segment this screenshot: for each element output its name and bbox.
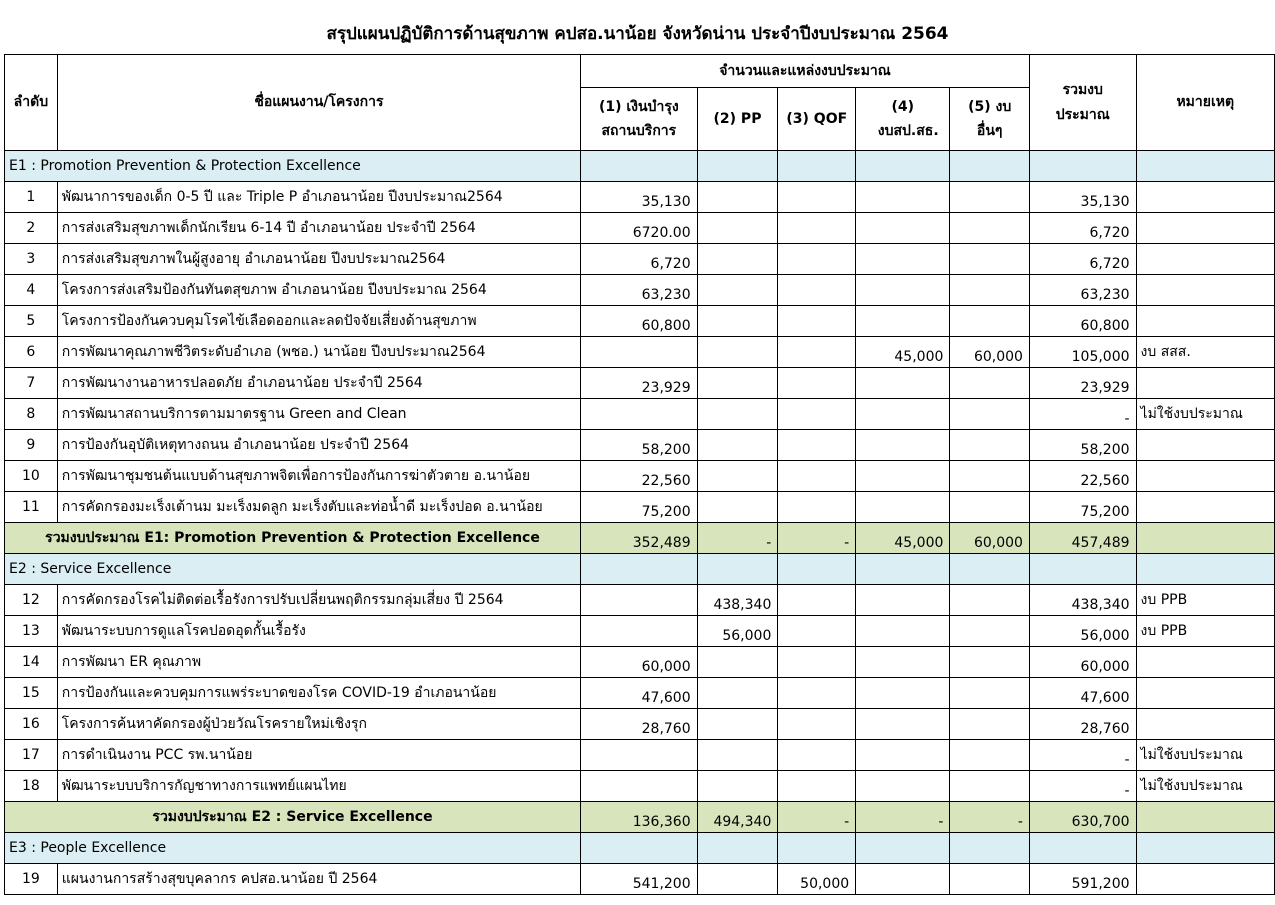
amount-total: 6,720 xyxy=(1029,213,1136,244)
row-note: ไม่ใช้งบประมาณ xyxy=(1136,771,1274,802)
table-row xyxy=(5,616,1275,647)
row-note xyxy=(1136,368,1274,399)
row-number: 13 xyxy=(5,616,58,647)
amount-total: 60,800 xyxy=(1029,306,1136,337)
amount-c4 xyxy=(856,275,950,306)
empty-cell xyxy=(950,151,1030,182)
amount-c4: 45,000 xyxy=(856,337,950,368)
header-c5 xyxy=(950,88,1030,151)
project-name: การป้องกันอุบัติเหตุทางถนน อำเภอนาน้อย ประจำปี 2564 xyxy=(57,430,580,461)
document-title: สรุปแผนปฏิบัติการด้านสุขภาพ คปสอ.นาน้อย จังหวัดน่าน ประจำปีงบประมาณ 2564 xyxy=(326,24,949,44)
subtotal-total: 457,489 xyxy=(1029,523,1136,554)
empty-cell xyxy=(778,151,856,182)
empty-cell xyxy=(581,151,698,182)
subtotal-c3: - xyxy=(778,802,856,833)
project-name: โครงการค้นหาคัดกรองผู้ป่วยวัณโรครายใหม่เชิงรุก xyxy=(57,709,580,740)
empty-cell xyxy=(778,554,856,585)
amount-total: 23,929 xyxy=(1029,368,1136,399)
header-total-label: รวมงบประมาณ xyxy=(1055,82,1110,123)
empty-cell xyxy=(581,554,698,585)
amount-c3 xyxy=(778,275,856,306)
empty-cell xyxy=(1136,554,1274,585)
empty-cell xyxy=(778,833,856,864)
amount-c3 xyxy=(778,399,856,430)
amount-c4 xyxy=(856,709,950,740)
amount-c1: 60,800 xyxy=(581,306,698,337)
row-number: 9 xyxy=(5,430,58,461)
amount-c3 xyxy=(778,430,856,461)
section-title: E2 : Service Excellence xyxy=(5,554,581,585)
row-note: งบ สสส. xyxy=(1136,337,1274,368)
row-note xyxy=(1136,709,1274,740)
amount-total: 105,000 xyxy=(1029,337,1136,368)
amount-c3 xyxy=(778,771,856,802)
amount-c5 xyxy=(950,492,1030,523)
amount-c1: 35,130 xyxy=(581,182,698,213)
amount-total: 60,000 xyxy=(1029,647,1136,678)
table-row xyxy=(5,864,1275,895)
row-number: 15 xyxy=(5,678,58,709)
amount-total: 47,600 xyxy=(1029,678,1136,709)
header-note: หมายเหตุ xyxy=(1136,55,1274,151)
amount-c2 xyxy=(697,678,778,709)
amount-c2 xyxy=(697,647,778,678)
row-note xyxy=(1136,244,1274,275)
amount-c4 xyxy=(856,213,950,244)
amount-c4 xyxy=(856,678,950,709)
amount-c4 xyxy=(856,461,950,492)
row-note xyxy=(1136,647,1274,678)
amount-c5 xyxy=(950,678,1030,709)
subtotal-total: 630,700 xyxy=(1029,802,1136,833)
amount-c2 xyxy=(697,740,778,771)
amount-c2 xyxy=(697,213,778,244)
project-name: การส่งเสริมสุขภาพในผู้สูงอายุ อำเภอนาน้อย ปีงบประมาณ2564 xyxy=(57,244,580,275)
table-row xyxy=(5,306,1275,337)
empty-cell xyxy=(1136,833,1274,864)
empty-cell xyxy=(697,151,778,182)
table-row xyxy=(5,213,1275,244)
amount-c2 xyxy=(697,182,778,213)
amount-c5 xyxy=(950,709,1030,740)
amount-c4 xyxy=(856,430,950,461)
amount-c2 xyxy=(697,492,778,523)
table-row xyxy=(5,740,1275,771)
header-c4 xyxy=(856,88,950,151)
section-title: E1 : Promotion Prevention & Protection Excellence xyxy=(5,151,581,182)
section-row xyxy=(5,554,1275,585)
project-name: แผนงานการสร้างสุขบุคลากร คปสอ.นาน้อย ปี 2564 xyxy=(57,864,580,895)
amount-c1: 541,200 xyxy=(581,864,698,895)
amount-c4 xyxy=(856,740,950,771)
project-name: พัฒนาระบบบริการกัญชาทางการแพทย์แผนไทย xyxy=(57,771,580,802)
amount-total: 75,200 xyxy=(1029,492,1136,523)
amount-total: 6,720 xyxy=(1029,244,1136,275)
row-note xyxy=(1136,461,1274,492)
header-c2: (2) PP xyxy=(697,88,778,151)
amount-c1: 63,230 xyxy=(581,275,698,306)
amount-c4 xyxy=(856,647,950,678)
amount-total: 591,200 xyxy=(1029,864,1136,895)
amount-c1: 6720.00 xyxy=(581,213,698,244)
project-name: การคัดกรองโรคไม่ติดต่อเรื้อรังการปรับเปลี่ยนพฤติกรรมกลุ่มเสี่ยง ปี 2564 xyxy=(57,585,580,616)
amount-c2 xyxy=(697,244,778,275)
project-name: โครงการป้องกันควบคุมโรคไข้เลือดออกและลดปัจจัยเสี่ยงด้านสุขภาพ xyxy=(57,306,580,337)
amount-c2 xyxy=(697,337,778,368)
subtotal-label: รวมงบประมาณ E2 : Service Excellence xyxy=(5,802,581,833)
row-note xyxy=(1136,678,1274,709)
row-note xyxy=(1136,492,1274,523)
project-name: การส่งเสริมสุขภาพเด็กนักเรียน 6-14 ปี อำเภอนาน้อย ประจำปี 2564 xyxy=(57,213,580,244)
row-number: 1 xyxy=(5,182,58,213)
row-number: 6 xyxy=(5,337,58,368)
row-number: 4 xyxy=(5,275,58,306)
amount-c5 xyxy=(950,864,1030,895)
amount-total: 58,200 xyxy=(1029,430,1136,461)
table-row xyxy=(5,492,1275,523)
header-budget-group: จำนวนและแหล่งงบประมาณ xyxy=(581,55,1030,88)
table-row xyxy=(5,244,1275,275)
header-total xyxy=(1029,55,1136,151)
table-row xyxy=(5,399,1275,430)
amount-c1 xyxy=(581,616,698,647)
header-name: ชื่อแผนงาน/โครงการ xyxy=(57,55,580,151)
amount-c4 xyxy=(856,368,950,399)
empty-cell xyxy=(697,554,778,585)
table-row xyxy=(5,461,1275,492)
row-note: ไม่ใช้งบประมาณ xyxy=(1136,740,1274,771)
amount-c5 xyxy=(950,213,1030,244)
subtotal-c4: - xyxy=(856,802,950,833)
project-name: พัฒนาการของเด็ก 0-5 ปี และ Triple P อำเภอนาน้อย ปีงบประมาณ2564 xyxy=(57,182,580,213)
empty-cell xyxy=(697,833,778,864)
subtotal-c2: - xyxy=(697,523,778,554)
amount-c3 xyxy=(778,678,856,709)
amount-c3 xyxy=(778,585,856,616)
amount-c1: 58,200 xyxy=(581,430,698,461)
header-c3: (3) QOF xyxy=(778,88,856,151)
amount-c5 xyxy=(950,275,1030,306)
empty-cell xyxy=(950,554,1030,585)
amount-total: 56,000 xyxy=(1029,616,1136,647)
project-name: การดำเนินงาน PCC รพ.นาน้อย xyxy=(57,740,580,771)
row-number: 18 xyxy=(5,771,58,802)
section-title: E3 : People Excellence xyxy=(5,833,581,864)
table-row xyxy=(5,585,1275,616)
project-name: การป้องกันและควบคุมการแพร่ระบาดของโรค COVID-19 อำเภอนาน้อย xyxy=(57,678,580,709)
amount-c5 xyxy=(950,399,1030,430)
amount-c5 xyxy=(950,740,1030,771)
amount-c1 xyxy=(581,740,698,771)
budget-table xyxy=(4,54,1275,895)
subtotal-c1: 352,489 xyxy=(581,523,698,554)
subtotal-note xyxy=(1136,523,1274,554)
amount-total: - xyxy=(1029,740,1136,771)
amount-c1: 23,929 xyxy=(581,368,698,399)
subtotal-c5: 60,000 xyxy=(950,523,1030,554)
table-body xyxy=(5,151,1275,895)
amount-c4 xyxy=(856,492,950,523)
amount-c2: 56,000 xyxy=(697,616,778,647)
amount-c2 xyxy=(697,306,778,337)
table-row xyxy=(5,678,1275,709)
amount-c1 xyxy=(581,337,698,368)
subtotal-note xyxy=(1136,802,1274,833)
subtotal-c3: - xyxy=(778,523,856,554)
empty-cell xyxy=(1029,151,1136,182)
amount-c1 xyxy=(581,399,698,430)
amount-total: 22,560 xyxy=(1029,461,1136,492)
subtotal-c4: 45,000 xyxy=(856,523,950,554)
amount-c5 xyxy=(950,647,1030,678)
amount-c1: 22,560 xyxy=(581,461,698,492)
amount-c5 xyxy=(950,244,1030,275)
amount-c5 xyxy=(950,771,1030,802)
amount-c4 xyxy=(856,616,950,647)
amount-c3 xyxy=(778,244,856,275)
amount-c5: 60,000 xyxy=(950,337,1030,368)
amount-c5 xyxy=(950,585,1030,616)
amount-c2 xyxy=(697,864,778,895)
amount-c4 xyxy=(856,182,950,213)
amount-c2 xyxy=(697,399,778,430)
row-number: 5 xyxy=(5,306,58,337)
empty-cell xyxy=(856,833,950,864)
amount-c4 xyxy=(856,585,950,616)
amount-c4 xyxy=(856,399,950,430)
subtotal-row xyxy=(5,802,1275,833)
subtotal-c5: - xyxy=(950,802,1030,833)
amount-c5 xyxy=(950,616,1030,647)
table-row xyxy=(5,337,1275,368)
amount-c1: 6,720 xyxy=(581,244,698,275)
table-row xyxy=(5,368,1275,399)
table-row xyxy=(5,430,1275,461)
amount-total: 63,230 xyxy=(1029,275,1136,306)
row-note xyxy=(1136,864,1274,895)
amount-c1 xyxy=(581,771,698,802)
header-c1-label: (1) เงินบำรุงสถานบริการ xyxy=(598,98,679,139)
table-row xyxy=(5,275,1275,306)
row-note xyxy=(1136,213,1274,244)
amount-c3 xyxy=(778,740,856,771)
empty-cell xyxy=(856,554,950,585)
row-number: 12 xyxy=(5,585,58,616)
amount-total: - xyxy=(1029,399,1136,430)
section-row xyxy=(5,151,1275,182)
project-name: การคัดกรองมะเร็งเต้านม มะเร็งมดลูก มะเร็งตับและท่อน้ำดี มะเร็งปอด อ.นาน้อย xyxy=(57,492,580,523)
amount-c2 xyxy=(697,771,778,802)
amount-c3 xyxy=(778,182,856,213)
row-note xyxy=(1136,182,1274,213)
header-c5-label: (5) งบอื่นๆ xyxy=(968,98,1012,139)
amount-c2 xyxy=(697,709,778,740)
project-name: โครงการส่งเสริมป้องกันทันตสุขภาพ อำเภอนาน้อย ปีงบประมาณ 2564 xyxy=(57,275,580,306)
row-note: งบ PPB xyxy=(1136,616,1274,647)
header-no: ลำดับ xyxy=(5,55,58,151)
row-number: 8 xyxy=(5,399,58,430)
amount-c3 xyxy=(778,213,856,244)
amount-total: 438,340 xyxy=(1029,585,1136,616)
amount-c3 xyxy=(778,306,856,337)
amount-c3 xyxy=(778,616,856,647)
amount-c2: 438,340 xyxy=(697,585,778,616)
amount-c1 xyxy=(581,585,698,616)
amount-c3 xyxy=(778,709,856,740)
header-c4-label: (4) งบสป.สธ. xyxy=(877,98,939,139)
project-name: การพัฒนา ER คุณภาพ xyxy=(57,647,580,678)
amount-total: - xyxy=(1029,771,1136,802)
amount-total: 35,130 xyxy=(1029,182,1136,213)
amount-c4 xyxy=(856,864,950,895)
amount-c3 xyxy=(778,647,856,678)
empty-cell xyxy=(1136,151,1274,182)
amount-c2 xyxy=(697,430,778,461)
row-note xyxy=(1136,430,1274,461)
amount-c4 xyxy=(856,306,950,337)
row-number: 16 xyxy=(5,709,58,740)
row-note xyxy=(1136,275,1274,306)
table-row xyxy=(5,647,1275,678)
row-number: 2 xyxy=(5,213,58,244)
header-c1 xyxy=(581,88,698,151)
amount-c5 xyxy=(950,182,1030,213)
empty-cell xyxy=(856,151,950,182)
empty-cell xyxy=(950,833,1030,864)
project-name: การพัฒนางานอาหารปลอดภัย อำเภอนาน้อย ประจำปี 2564 xyxy=(57,368,580,399)
row-note: งบ PPB xyxy=(1136,585,1274,616)
project-name: การพัฒนาชุมชนต้นแบบด้านสุขภาพจิตเพื่อการป้องกันการฆ่าตัวตาย อ.นาน้อย xyxy=(57,461,580,492)
row-number: 14 xyxy=(5,647,58,678)
amount-c1: 47,600 xyxy=(581,678,698,709)
subtotal-label: รวมงบประมาณ E1: Promotion Prevention & Protection Excellence xyxy=(5,523,581,554)
amount-c5 xyxy=(950,430,1030,461)
amount-c5 xyxy=(950,368,1030,399)
empty-cell xyxy=(581,833,698,864)
project-name: การพัฒนาสถานบริการตามมาตรฐาน Green and Clean xyxy=(57,399,580,430)
row-number: 3 xyxy=(5,244,58,275)
amount-c5 xyxy=(950,306,1030,337)
row-number: 7 xyxy=(5,368,58,399)
amount-c3 xyxy=(778,368,856,399)
amount-c3: 50,000 xyxy=(778,864,856,895)
amount-total: 28,760 xyxy=(1029,709,1136,740)
table-row xyxy=(5,771,1275,802)
amount-c1: 60,000 xyxy=(581,647,698,678)
project-name: การพัฒนาคุณภาพชีวิตระดับอำเภอ (พชอ.) นาน้อย ปีงบประมาณ2564 xyxy=(57,337,580,368)
amount-c4 xyxy=(856,771,950,802)
amount-c1: 28,760 xyxy=(581,709,698,740)
row-number: 17 xyxy=(5,740,58,771)
amount-c2 xyxy=(697,461,778,492)
subtotal-c1: 136,360 xyxy=(581,802,698,833)
row-number: 19 xyxy=(5,864,58,895)
subtotal-c2: 494,340 xyxy=(697,802,778,833)
amount-c1: 75,200 xyxy=(581,492,698,523)
amount-c2 xyxy=(697,275,778,306)
amount-c2 xyxy=(697,368,778,399)
amount-c3 xyxy=(778,337,856,368)
row-number: 10 xyxy=(5,461,58,492)
empty-cell xyxy=(1029,833,1136,864)
section-row xyxy=(5,833,1275,864)
row-note: ไม่ใช้งบประมาณ xyxy=(1136,399,1274,430)
amount-c5 xyxy=(950,461,1030,492)
table-row xyxy=(5,182,1275,213)
amount-c3 xyxy=(778,492,856,523)
subtotal-row xyxy=(5,523,1275,554)
empty-cell xyxy=(1029,554,1136,585)
amount-c4 xyxy=(856,244,950,275)
row-note xyxy=(1136,306,1274,337)
row-number: 11 xyxy=(5,492,58,523)
table-row xyxy=(5,709,1275,740)
amount-c3 xyxy=(778,461,856,492)
project-name: พัฒนาระบบการดูแลโรคปอดอุดกั้นเรื้อรัง xyxy=(57,616,580,647)
